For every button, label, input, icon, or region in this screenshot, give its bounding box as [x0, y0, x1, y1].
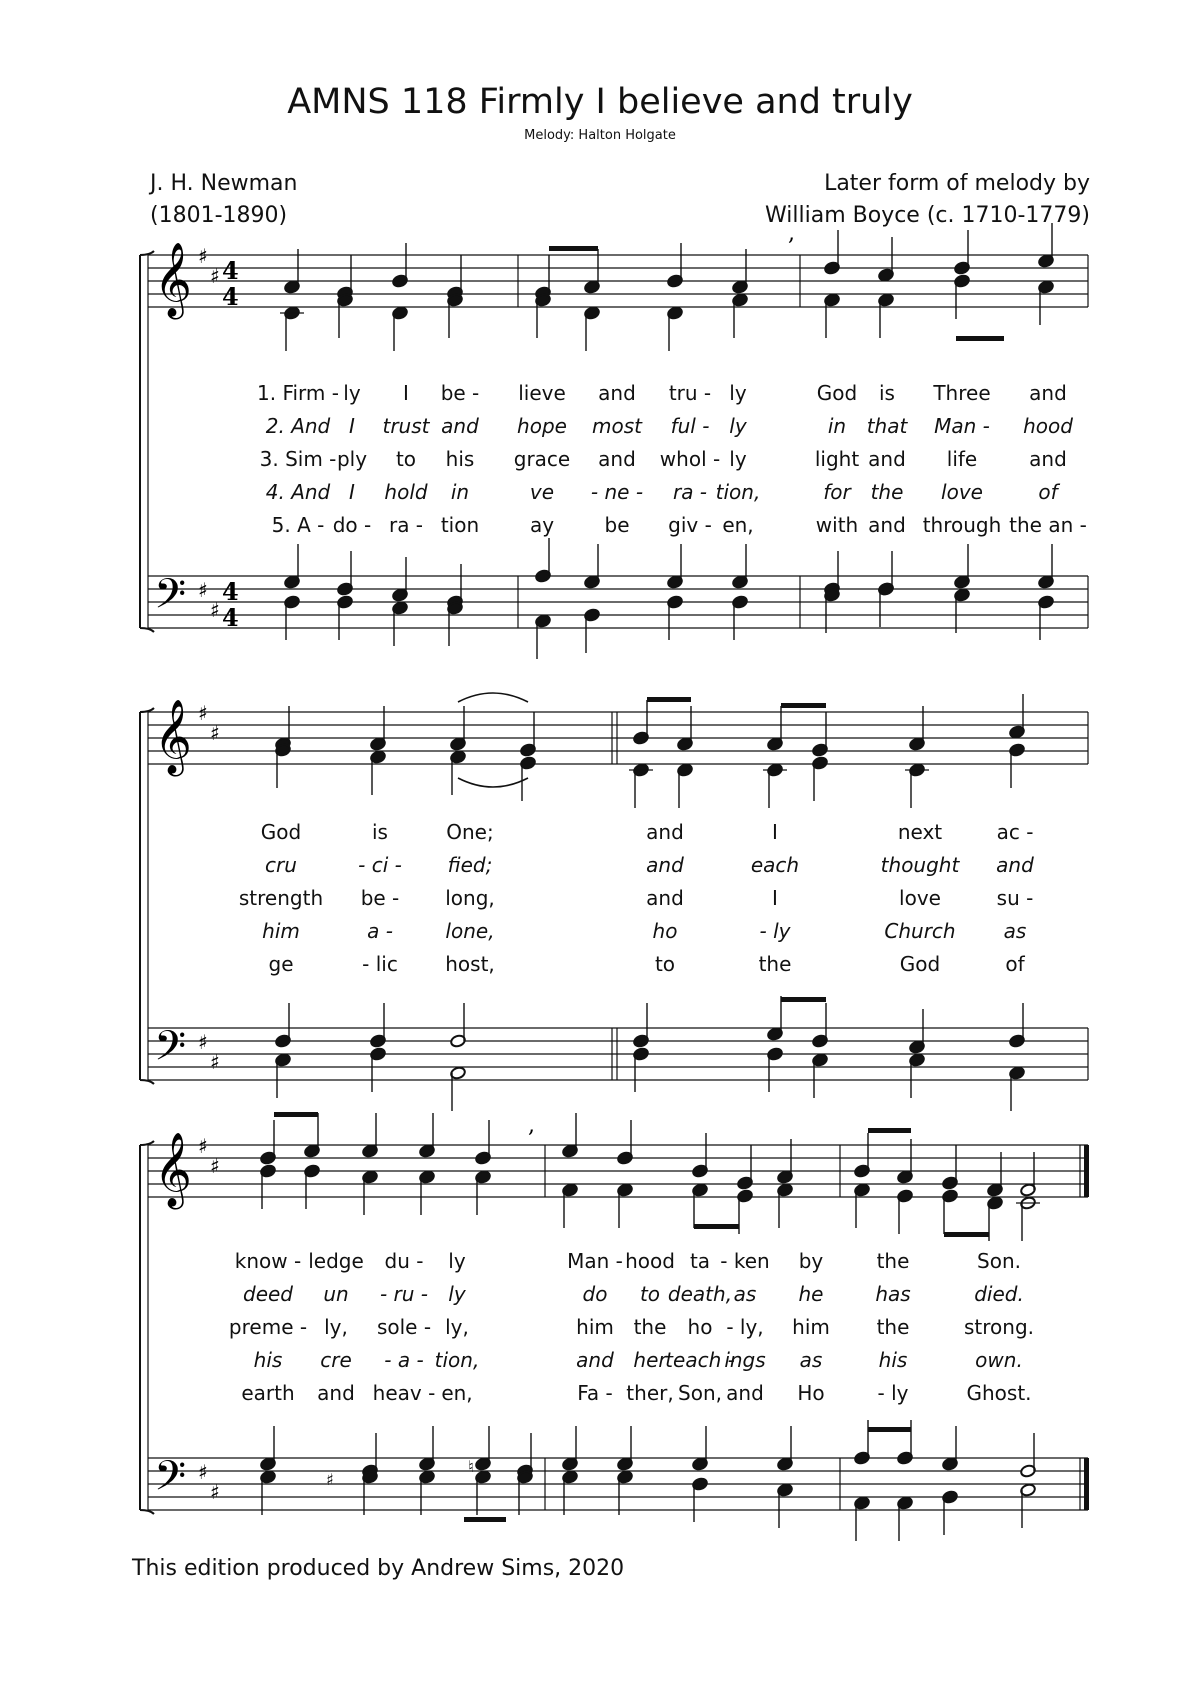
lyric-syllable: ly	[448, 1249, 466, 1273]
lyric-syllable: own.	[975, 1348, 1023, 1372]
hymn-title: AMNS 118 Firmly I believe and truly	[287, 82, 913, 122]
lyric-syllable: 1. Firm -	[257, 381, 339, 405]
key-sharp: ♯	[210, 1480, 220, 1504]
lyric-syllable: Son.	[977, 1249, 1021, 1273]
accidental-natural: ♮	[468, 1457, 474, 1476]
lyric-syllable: the	[633, 1315, 667, 1339]
lyric-syllable: deed	[243, 1282, 293, 1306]
lyric-syllable: hold	[384, 480, 428, 504]
lyric-syllable: hood	[625, 1249, 675, 1273]
lyric-syllable: ly,	[324, 1315, 348, 1339]
lyric-syllable: and	[646, 820, 684, 844]
lyric-syllable: and	[317, 1381, 355, 1405]
lyric-syllable: next	[897, 820, 943, 844]
lyric-syllable: strong.	[963, 1315, 1035, 1339]
lyric-syllable: each	[750, 853, 800, 877]
final-barline	[1084, 1145, 1089, 1197]
lyric-syllable: Fa -	[577, 1381, 613, 1405]
lyric-syllable: I	[349, 414, 355, 438]
lyric-syllable: Ghost.	[966, 1381, 1032, 1405]
note-beam	[781, 703, 826, 708]
lyric-syllable: to	[639, 1282, 661, 1306]
lyric-syllable: ho	[652, 919, 678, 943]
key-sharp: ♯	[198, 578, 208, 602]
lyric-syllable: ly,	[445, 1315, 469, 1339]
lyric-syllable: - ru -	[379, 1282, 429, 1306]
lyric-syllable: ly	[729, 381, 747, 405]
lyric-syllable: long,	[445, 886, 495, 910]
treble-clef: 𝄞	[154, 243, 192, 317]
note-beam	[549, 246, 598, 251]
music-system-3	[0, 1110, 1200, 1520]
lyric-syllable: en,	[722, 513, 754, 537]
lyric-syllable: and	[1029, 381, 1067, 405]
lyric-syllable: trust	[382, 414, 430, 438]
lyric-syllable: be -	[440, 381, 480, 405]
lyric-syllable: du -	[384, 1249, 424, 1273]
time-signature: 4	[222, 577, 239, 606]
lyric-syllable: and	[598, 381, 636, 405]
lyric-syllable: and	[868, 513, 906, 537]
lyric-syllable: for	[823, 480, 851, 504]
lyric-syllable: as	[733, 1282, 757, 1306]
lyric-syllable: love	[899, 886, 941, 910]
treble-clef: 𝄞	[154, 1133, 192, 1207]
lyric-syllable: hope	[517, 414, 567, 438]
lyric-syllable: I	[772, 820, 778, 844]
lyric-syllable: do	[582, 1282, 608, 1306]
lyric-syllable: 3. Sim -	[259, 447, 337, 471]
lyric-syllable: ho	[687, 1315, 713, 1339]
lyric-syllable: a -	[367, 919, 393, 943]
note-beam	[694, 1224, 739, 1229]
treble-clef: 𝄞	[154, 700, 192, 774]
key-sharp: ♯	[210, 264, 220, 288]
lyric-syllable: life	[946, 447, 978, 471]
lyric-syllable: 4. And	[265, 480, 331, 504]
lyric-syllable: his	[253, 1348, 283, 1372]
lyric-syllable: the	[876, 1315, 910, 1339]
lyric-syllable: and	[868, 447, 906, 471]
bass-clef: 𝄢	[154, 1452, 187, 1510]
time-signature: 4	[222, 282, 239, 311]
note-beam	[781, 997, 826, 1002]
lyric-syllable: ly	[343, 381, 361, 405]
lyric-syllable: ful -	[670, 414, 710, 438]
tie-slur	[458, 693, 528, 702]
lyric-syllable: lieve	[518, 381, 566, 405]
lyric-syllable: and	[576, 1348, 614, 1372]
lyric-syllable: of	[1005, 952, 1025, 976]
lyric-syllable: and	[996, 853, 1034, 877]
lyric-syllable: heav -	[372, 1381, 436, 1405]
lyric-syllable: Church	[884, 919, 956, 943]
lyric-syllable: preme -	[228, 1315, 308, 1339]
note-beam	[647, 697, 691, 702]
breath-mark: ,	[788, 221, 795, 246]
lyric-syllable: Son,	[678, 1381, 722, 1405]
key-sharp: ♯	[210, 721, 220, 745]
author-dates: (1801-1890)	[150, 203, 288, 228]
lyric-syllable: ings	[724, 1348, 766, 1372]
lyric-syllable: his	[878, 1348, 908, 1372]
lyric-syllable: to	[395, 447, 417, 471]
lyric-syllable: Man -	[567, 1249, 623, 1273]
lyric-syllable: by	[798, 1249, 824, 1273]
lyric-syllable: - a -	[384, 1348, 424, 1372]
lyric-syllable: is	[879, 381, 895, 405]
lyric-syllable: ly	[729, 447, 747, 471]
lyric-syllable: 2. And	[265, 414, 331, 438]
lyric-syllable: thought	[880, 853, 960, 877]
lyric-syllable: - ne -	[590, 480, 644, 504]
lyric-syllable: in	[827, 414, 847, 438]
lyric-syllable: ay	[529, 513, 555, 537]
lyric-syllable: cre	[320, 1348, 352, 1372]
lyric-syllable: I	[349, 480, 355, 504]
lyric-syllable: do -	[332, 513, 372, 537]
author-name: J. H. Newman	[150, 171, 298, 196]
lyric-syllable: be	[604, 513, 630, 537]
lyric-syllable: ac -	[996, 820, 1034, 844]
lyric-syllable: Ho	[797, 1381, 825, 1405]
lyric-syllable: most	[592, 414, 642, 438]
key-sharp: ♯	[210, 1050, 220, 1074]
lyric-syllable: ge	[268, 952, 294, 976]
note-beam	[868, 1427, 911, 1432]
lyric-syllable: the	[870, 480, 904, 504]
bass-clef: 𝄢	[154, 1022, 187, 1080]
lyric-syllable: ply	[336, 447, 368, 471]
lyric-syllable: 5. A -	[271, 513, 325, 537]
note-beam	[464, 1517, 506, 1522]
lyric-syllable: giv -	[668, 513, 712, 537]
edition-credit: This edition produced by Andrew Sims, 2020	[132, 1556, 625, 1581]
lyric-syllable: he	[798, 1282, 824, 1306]
music-credit	[765, 168, 1090, 232]
key-sharp: ♯	[210, 598, 220, 622]
lyric-syllable: - ci -	[358, 853, 402, 877]
lyric-syllable: ledge	[308, 1249, 364, 1273]
accidental-sharp: ♯	[326, 1470, 334, 1489]
lyric-syllable: I	[772, 886, 778, 910]
lyric-syllable: host,	[445, 952, 495, 976]
lyric-syllable: to	[654, 952, 676, 976]
note-beam	[956, 336, 1004, 341]
lyric-syllable: Three	[933, 381, 991, 405]
key-sharp: ♯	[198, 1460, 208, 1484]
lyric-syllable: One;	[446, 820, 494, 844]
lyric-syllable: and	[1029, 447, 1067, 471]
lyric-syllable: death,	[667, 1282, 733, 1306]
key-sharp: ♯	[198, 1030, 208, 1054]
lyric-syllable: his	[445, 447, 475, 471]
lyric-syllable: through	[922, 513, 1002, 537]
note-beam	[944, 1232, 989, 1237]
lyric-syllable: be -	[360, 886, 400, 910]
lyric-syllable: hood	[1023, 414, 1073, 438]
melody-name: Melody: Halton Holgate	[524, 128, 676, 143]
lyric-syllable: died.	[974, 1282, 1024, 1306]
lyric-syllable: earth	[241, 1381, 295, 1405]
melody-note: Later form of melody by	[824, 171, 1090, 196]
lyric-syllable: and	[726, 1381, 764, 1405]
lyric-syllable: ly	[448, 1282, 466, 1306]
lyric-syllable: and	[646, 853, 684, 877]
lyric-syllable: in	[450, 480, 470, 504]
lyric-syllable: that	[866, 414, 908, 438]
lyric-syllable: lone,	[445, 919, 495, 943]
lyric-syllable: tion,	[715, 480, 761, 504]
final-barline	[1084, 1458, 1089, 1510]
lyric-syllable: - lic	[362, 952, 398, 976]
lyric-syllable: is	[372, 820, 388, 844]
lyric-syllable: ly	[729, 414, 747, 438]
lyric-syllable: - ly,	[726, 1315, 764, 1339]
lyric-syllable: Man -	[934, 414, 990, 438]
lyric-syllable: and	[441, 414, 479, 438]
lyric-syllable: him	[792, 1315, 830, 1339]
lyric-syllable: her	[633, 1348, 667, 1372]
lyric-syllable: - ken	[720, 1249, 770, 1273]
music-system-1	[0, 221, 1200, 632]
lyric-syllable: - ly	[877, 1381, 909, 1405]
lyric-syllable: God	[899, 952, 941, 976]
lyric-syllable: and	[598, 447, 636, 471]
words-credit	[150, 168, 297, 232]
bass-clef: 𝄢	[154, 570, 187, 628]
lyric-syllable: him	[576, 1315, 614, 1339]
lyric-syllable: the	[876, 1249, 910, 1273]
music-system-2	[0, 675, 1200, 1080]
lyric-syllable: as	[799, 1348, 823, 1372]
lyric-syllable: know -	[234, 1249, 302, 1273]
note-beam	[868, 1128, 911, 1133]
lyric-syllable: strength	[238, 886, 324, 910]
lyric-syllable: - ly	[759, 919, 791, 943]
lyric-syllable: un	[323, 1282, 349, 1306]
lyric-syllable: I	[403, 381, 409, 405]
lyric-syllable: ve	[529, 480, 555, 504]
lyric-syllable: light	[814, 447, 860, 471]
key-sharp: ♯	[198, 1134, 208, 1158]
lyric-syllable: has	[875, 1282, 911, 1306]
lyric-syllable: en,	[441, 1381, 473, 1405]
lyric-syllable: ther,	[626, 1381, 674, 1405]
lyric-syllable: and	[646, 886, 684, 910]
lyric-syllable: God	[816, 381, 858, 405]
lyric-syllable: with	[815, 513, 859, 537]
system-bracket	[140, 251, 154, 632]
lyric-syllable: as	[1003, 919, 1027, 943]
time-signature: 4	[222, 603, 239, 632]
key-sharp: ♯	[198, 244, 208, 268]
lyric-syllable: cru	[265, 853, 297, 877]
lyric-syllable: God	[260, 820, 302, 844]
lyric-syllable: love	[941, 480, 983, 504]
breath-mark: ,	[528, 1113, 535, 1138]
key-sharp: ♯	[198, 701, 208, 725]
lyric-syllable: the	[758, 952, 792, 976]
lyric-syllable: tion,	[434, 1348, 480, 1372]
lyric-syllable: sole -	[376, 1315, 432, 1339]
lyric-syllable: tru -	[668, 381, 712, 405]
lyric-syllable: fied;	[447, 853, 493, 877]
lyric-syllable: grace	[513, 447, 571, 471]
note-beam	[274, 1112, 318, 1117]
tie-slur	[458, 778, 528, 787]
lyric-syllable: the an -	[1009, 513, 1087, 537]
lyric-syllable: teach -	[665, 1348, 735, 1372]
lyric-syllable: whol -	[659, 447, 721, 471]
lyric-syllable: su -	[996, 886, 1034, 910]
lyric-syllable: of	[1038, 480, 1058, 504]
lyric-syllable: him	[262, 919, 300, 943]
lyric-syllable: ra -	[672, 480, 708, 504]
lyric-syllable: tion	[440, 513, 480, 537]
time-signature: 4	[222, 256, 239, 285]
lyric-syllable: ta	[689, 1249, 711, 1273]
key-sharp: ♯	[210, 1154, 220, 1178]
lyric-syllable: ra -	[388, 513, 424, 537]
composer-name: William Boyce (c. 1710-1779)	[765, 203, 1090, 228]
